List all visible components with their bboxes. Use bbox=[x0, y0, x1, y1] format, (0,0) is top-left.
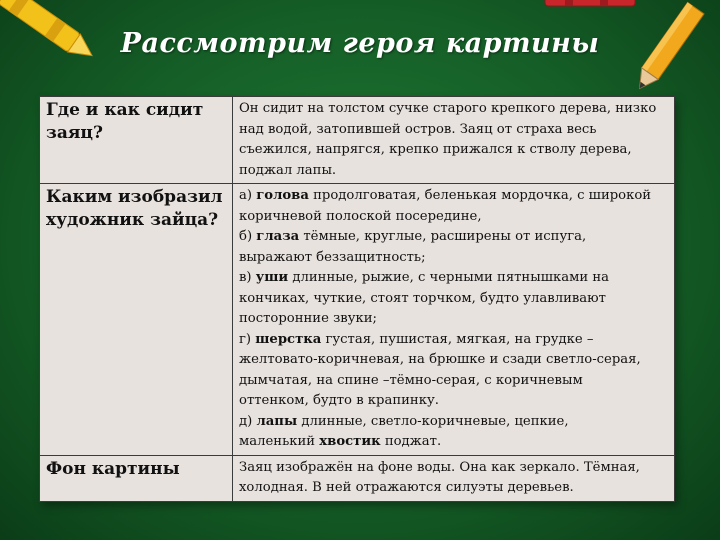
answer-line: съежился, напрягся, крепко прижался к стволу дерева, bbox=[239, 142, 632, 157]
table-row bbox=[40, 184, 675, 456]
answer-line: желтовато-коричневая, на брюшке и сзади светло-серая, bbox=[239, 352, 641, 367]
bold-term: хвостик bbox=[319, 434, 381, 449]
bold-term: голова bbox=[256, 188, 309, 203]
answer-line: посторонние звуки; bbox=[239, 311, 377, 326]
question-cell: Каким изобразил художник зайца? bbox=[40, 184, 233, 456]
question-cell: Фон картины bbox=[40, 455, 233, 501]
answer-line: дымчатая, на спине –тёмно-серая, с коричневым bbox=[239, 372, 583, 388]
answer-cell bbox=[233, 455, 675, 501]
answer-line: над водой, затопившей остров. Заяц от страха весь bbox=[239, 121, 597, 137]
bold-term: лапы bbox=[256, 413, 298, 429]
answer-cell bbox=[233, 184, 675, 456]
bold-term: глаза bbox=[256, 229, 300, 244]
answer-line: коричневой полоской посередине, bbox=[239, 208, 482, 224]
answer-line: а) голова продолговатая, беленькая мордочка, с широкой bbox=[239, 188, 652, 203]
answer-line: оттенком, будто в крапинку. bbox=[239, 393, 439, 408]
hare-description-table bbox=[39, 96, 675, 502]
answer-line: поджал лапы. bbox=[239, 162, 337, 178]
table-row bbox=[40, 455, 675, 501]
answer-line: б) глаза тёмные, круглые, расширены от испуга, bbox=[239, 229, 587, 244]
answer-line: д) лапы длинные, светло-коричневые, цепкие, bbox=[239, 413, 569, 429]
answer-line: холодная. В ней отражаются силуэты деревьев. bbox=[239, 480, 574, 495]
answer-line: выражают беззащитность; bbox=[239, 249, 426, 265]
slide-title: Рассмотрим героя картины bbox=[120, 28, 600, 59]
answer-line: кончиках, чуткие, стоят торчком, будто улавливают bbox=[239, 290, 606, 306]
bold-term: уши bbox=[255, 270, 289, 285]
answer-line: Он сидит на толстом сучке старого крепкого дерева, низко bbox=[239, 101, 657, 116]
question-cell: Где и как сидит заяц? bbox=[40, 97, 233, 184]
bold-term: шерстка bbox=[255, 331, 322, 347]
table-row bbox=[40, 97, 675, 184]
answer-line: маленький хвостик поджат. bbox=[239, 434, 442, 449]
answer-line: в) уши длинные, рыжие, с черными пятнышками на bbox=[239, 270, 609, 285]
answer-cell bbox=[233, 97, 675, 184]
answer-line: Заяц изображён на фоне воды. Она как зеркало. Тёмная, bbox=[239, 459, 640, 475]
answer-line: г) шерстка густая, пушистая, мягкая, на грудке – bbox=[239, 331, 594, 347]
